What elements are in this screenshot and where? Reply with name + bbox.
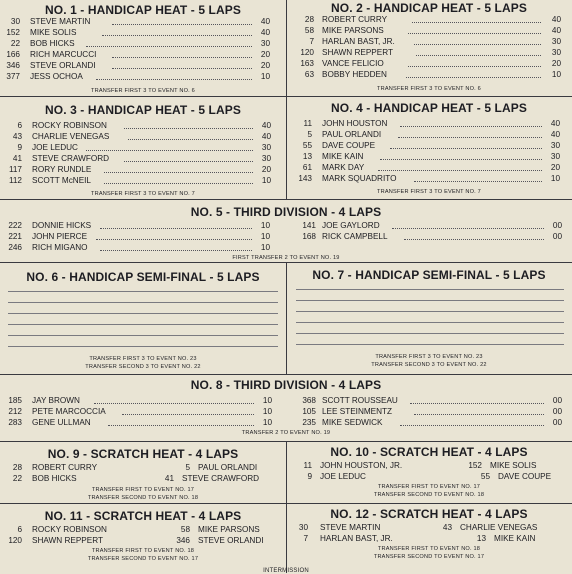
leader-dots (390, 148, 542, 149)
leader-dots (414, 44, 541, 45)
leader-dots (400, 126, 542, 127)
event-title: NO. 6 - HANDICAP SEMI-FINAL - 5 LAPS (26, 270, 260, 284)
leader-dots (96, 79, 252, 80)
leader-dots (408, 33, 541, 34)
entry-row: 63 BOBBY HEDDEN 10 (304, 70, 561, 79)
entry-row: 22 BOB HICKS 41 STEVE CRAWFORD (12, 474, 260, 483)
leader-dots (414, 414, 544, 415)
entry-row: 143 MARK SQUADRITO 10 (298, 174, 560, 183)
event-title: NO. 10 - SCRATCH HEAT - 4 LAPS (330, 445, 528, 459)
divider (0, 199, 572, 200)
transfer-note: TRANSFER FIRST 3 TO EVENT NO. 6 (90, 88, 195, 94)
entry-row: 235 MIKE SEDWICK 00 (302, 418, 562, 427)
blank-entry-line (296, 322, 564, 323)
entry-row: 7 HARLAN BAST, JR. 30 (309, 37, 561, 46)
transfer-note: TRANSFER FIRST 3 TO EVENT NO. 7 (376, 189, 481, 195)
entry-row: 185 JAY BROWN 10 (8, 396, 272, 405)
leader-dots (86, 150, 253, 151)
entry-row: 9 JOE LEDUC 30 (17, 143, 271, 152)
blank-entry-line (8, 335, 278, 336)
leader-dots (108, 425, 254, 426)
entry-row: 112 SCOTT McNEIL 10 (8, 176, 271, 185)
transfer-note: TRANSFER FIRST TO EVENT NO. 17 (91, 487, 195, 493)
blank-entry-line (296, 333, 564, 334)
leader-dots (112, 57, 252, 58)
transfer-note: TRANSFER SECOND 3 TO EVENT NO. 22 (371, 362, 487, 368)
entry-row: 222 DONNIE HICKS 10 (8, 221, 270, 230)
entry-row: 22 BOB HICKS 30 (10, 39, 270, 48)
entry-row: 5 PAUL ORLANDI 40 (307, 130, 560, 139)
blank-entry-line (8, 324, 278, 325)
leader-dots (410, 403, 544, 404)
entry-row: 6 ROCKY ROBINSON 40 (17, 121, 271, 130)
entry-row: 30 STEVE MARTIN 43 CHARLIE VENEGAS (298, 523, 538, 532)
entry-row: 120 SHAWN REPPERT 30 (300, 48, 561, 57)
blank-entry-line (8, 302, 278, 303)
leader-dots (86, 46, 252, 47)
transfer-note: TRANSFER SECOND TO EVENT NO. 17 (373, 554, 485, 560)
leader-dots (112, 68, 252, 69)
entry-row: 163 VANCE FELICIO 20 (300, 59, 561, 68)
leader-dots (400, 425, 544, 426)
entry-row: 117 RORY RUNDLE 20 (8, 165, 271, 174)
entry-row: 28 ROBERT CURRY 5 PAUL ORLANDI (12, 463, 258, 472)
blank-entry-line (296, 344, 564, 345)
blank-entry-line (296, 300, 564, 301)
event-title: NO. 11 - SCRATCH HEAT - 4 LAPS (44, 509, 242, 523)
entry-row: 141 JOE GAYLORD 00 (302, 221, 562, 230)
blank-entry-line (8, 291, 278, 292)
entry-row: 368 SCOTT ROUSSEAU 00 (302, 396, 562, 405)
entry-row: 246 RICH MIGANO 10 (8, 243, 270, 252)
transfer-note: TRANSFER FIRST 3 TO EVENT NO. 7 (90, 191, 195, 197)
entry-row: 168 RICK CAMPBELL 00 (302, 232, 562, 241)
entry-row: 28 ROBERT CURRY 40 (304, 15, 561, 24)
transfer-note: TRANSFER SECOND TO EVENT NO. 18 (87, 495, 199, 501)
entry-row: 212 PETE MARCOCCIA 10 (8, 407, 272, 416)
leader-dots (412, 22, 541, 23)
transfer-note: TRANSFER FIRST 3 TO EVENT NO. 23 (375, 354, 483, 360)
transfer-note: TRANSFER FIRST TO EVENT NO. 18 (91, 548, 195, 554)
transfer-note: TRANSFER SECOND 3 TO EVENT NO. 22 (85, 364, 201, 370)
leader-dots (378, 170, 542, 171)
event-title: NO. 5 - THIRD DIVISION - 4 LAPS (190, 205, 382, 219)
leader-dots (96, 239, 252, 240)
leader-dots (380, 159, 542, 160)
entry-row: 7 HARLAN BAST, JR. 13 MIKE KAIN (303, 534, 536, 543)
leader-dots (414, 181, 542, 182)
entry-row: 377 JESS OCHOA 10 (6, 72, 270, 81)
leader-dots (104, 183, 253, 184)
entry-row: 30 STEVE MARTIN 40 (10, 17, 270, 26)
leader-dots (124, 128, 253, 129)
transfer-note: TRANSFER SECOND TO EVENT NO. 17 (87, 556, 199, 562)
entry-row: 346 STEVE ORLANDI 20 (6, 61, 270, 70)
event-title: NO. 1 - HANDICAP HEAT - 5 LAPS (45, 3, 241, 17)
entry-row: 55 DAVE COUPE 30 (302, 141, 560, 150)
entry-row: 41 STEVE CRAWFORD 30 (12, 154, 271, 163)
leader-dots (124, 161, 253, 162)
divider (0, 374, 572, 375)
leader-dots (100, 250, 252, 251)
leader-dots (94, 403, 254, 404)
leader-dots (404, 239, 544, 240)
entry-row: 43 CHARLIE VENEGAS 40 (12, 132, 271, 141)
leader-dots (128, 139, 253, 140)
intermission-label: INTERMISSION (263, 568, 309, 574)
entry-row: 13 MIKE KAIN 30 (302, 152, 560, 161)
entry-row: 11 JOHN HOUSTON, JR. 152 MIKE SOLIS (303, 461, 537, 470)
leader-dots (102, 35, 252, 36)
leader-dots (416, 55, 541, 56)
leader-dots (122, 414, 254, 415)
event-title: NO. 8 - THIRD DIVISION - 4 LAPS (190, 378, 382, 392)
leader-dots (406, 77, 541, 78)
event-title: NO. 3 - HANDICAP HEAT - 5 LAPS (45, 103, 241, 117)
entry-row: 152 MIKE SOLIS 40 (6, 28, 270, 37)
leader-dots (104, 172, 253, 173)
transfer-note: TRANSFER FIRST 3 TO EVENT NO. 6 (376, 86, 481, 92)
blank-entry-line (8, 346, 278, 347)
blank-entry-line (296, 289, 564, 290)
event-title: NO. 2 - HANDICAP HEAT - 5 LAPS (331, 1, 527, 15)
entry-row: 120 SHAWN REPPERT 346 STEVE ORLANDI (8, 536, 264, 545)
event-title: NO. 4 - HANDICAP HEAT - 5 LAPS (331, 101, 527, 115)
transfer-note: TRANSFER FIRST TO EVENT NO. 18 (377, 546, 481, 552)
entry-row: 61 MARK DAY 20 (302, 163, 560, 172)
entry-row: 11 JOHN HOUSTON 40 (303, 119, 560, 128)
blank-entry-line (8, 313, 278, 314)
leader-dots (398, 137, 542, 138)
entry-row: 6 ROCKY ROBINSON 58 MIKE PARSONS (17, 525, 260, 534)
transfer-note: TRANSFER FIRST TO EVENT NO. 17 (377, 484, 481, 490)
transfer-note: TRANSFER 2 TO EVENT NO. 19 (241, 430, 331, 436)
event-title: NO. 7 - HANDICAP SEMI-FINAL - 5 LAPS (312, 268, 546, 282)
event-title: NO. 9 - SCRATCH HEAT - 4 LAPS (47, 447, 239, 461)
entry-row: 9 JOE LEDUC 55 DAVE COUPE (307, 472, 552, 481)
transfer-note: TRANSFER SECOND TO EVENT NO. 18 (373, 492, 485, 498)
event-title: NO. 12 - SCRATCH HEAT - 4 LAPS (330, 507, 528, 521)
entry-row: 105 LEE STEINMENTZ 00 (302, 407, 562, 416)
leader-dots (392, 228, 544, 229)
entry-row: 58 MIKE PARSONS 40 (304, 26, 561, 35)
leader-dots (100, 228, 252, 229)
entry-row: 283 GENE ULLMAN 10 (8, 418, 272, 427)
leader-dots (408, 66, 541, 67)
transfer-note: FIRST TRANSFER 2 TO EVENT NO. 19 (232, 255, 340, 261)
leader-dots (112, 24, 252, 25)
entry-row: 221 JOHN PIERCE 10 (8, 232, 270, 241)
transfer-note: TRANSFER FIRST 3 TO EVENT NO. 23 (89, 356, 197, 362)
blank-entry-line (296, 311, 564, 312)
entry-row: 166 RICH MARCUCCI 20 (6, 50, 270, 59)
